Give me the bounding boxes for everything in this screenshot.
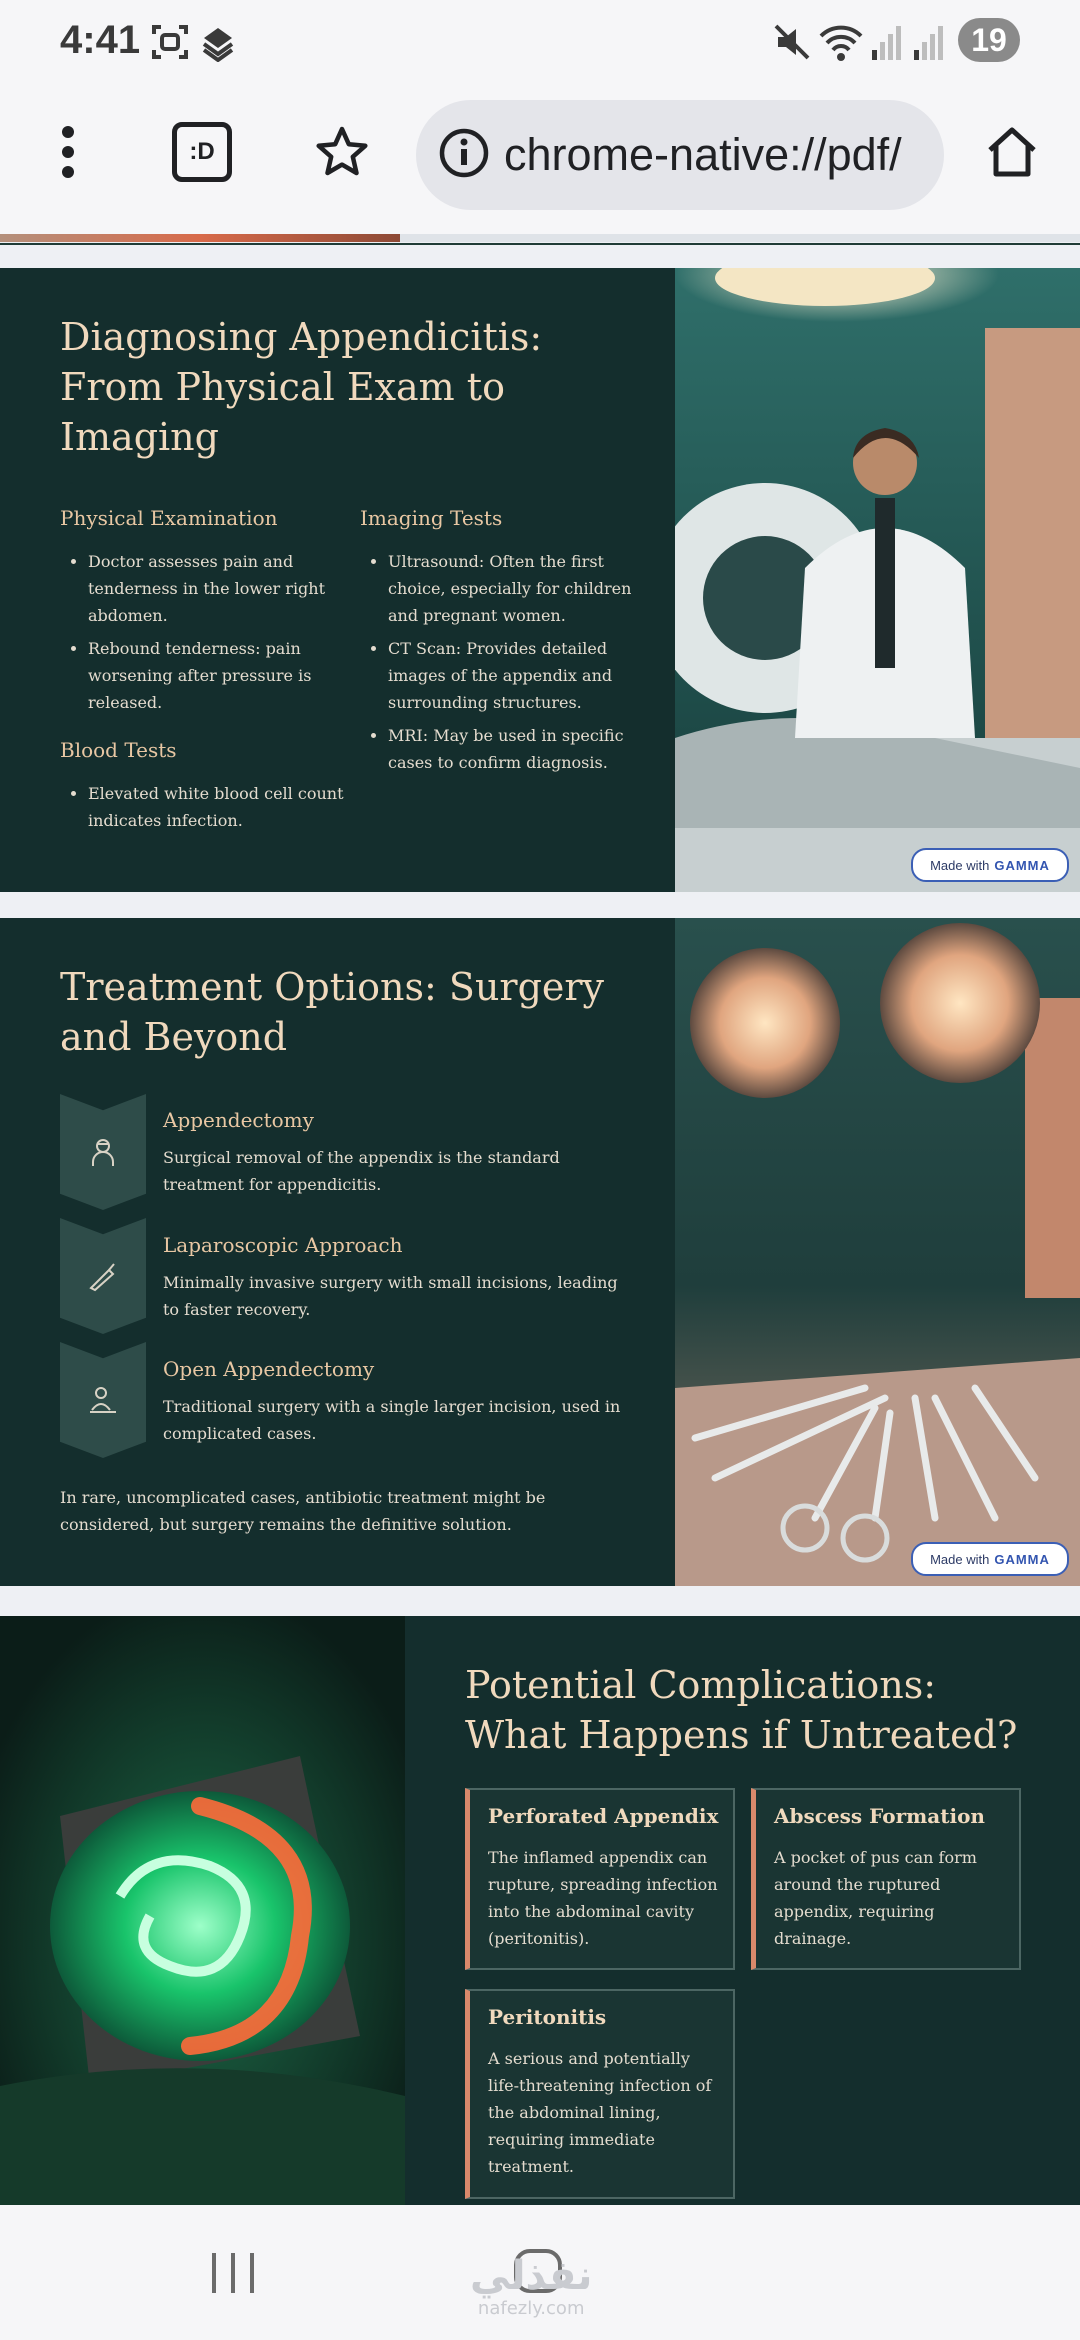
- watermark-arabic: نفذلي: [470, 2253, 593, 2299]
- made-with-gamma-badge[interactable]: [911, 848, 1069, 882]
- complication-card: [465, 1989, 735, 2199]
- slide-title: Diagnosing Appendicitis: From Physical Exam to Imaging: [60, 315, 543, 459]
- option-title-appendectomy: Appendectomy: [163, 1108, 314, 1132]
- slide-title: Potential Complications: What Happens if Untreated?: [465, 1663, 1018, 1757]
- list-item: • CT Scan: Provides detailed images of the appendix and surrounding structures.: [388, 635, 646, 716]
- status-bar: [0, 0, 1080, 84]
- option-body: Surgical removal of the appendix is the standard treatment for appendicitis.: [163, 1148, 560, 1194]
- notification-count-badge: 19: [958, 18, 1020, 62]
- toolbar-divider: [0, 243, 1080, 245]
- home-button[interactable]: [980, 120, 1044, 184]
- watermark-latin: nafezly.com: [477, 2298, 585, 2319]
- menu-icon: [58, 124, 78, 180]
- option-marker: [60, 1094, 146, 1210]
- patient-icon: [87, 1384, 119, 1416]
- option-marker: [60, 1342, 146, 1458]
- option-body: Traditional surgery with a single larger incision, used in complicated cases.: [163, 1397, 621, 1443]
- signal-icon: [912, 22, 946, 67]
- scalpel-icon: [87, 1260, 119, 1292]
- badge-brand: GAMMA: [994, 857, 1050, 873]
- physical-exam-list: [60, 548, 346, 722]
- blood-tests-list: [60, 780, 346, 840]
- recent-apps-button[interactable]: [208, 2245, 258, 2305]
- slide-complications: [0, 1616, 1080, 2205]
- watermark: [470, 2254, 592, 2320]
- list-item: • MRI: May be used in specific cases to confirm diagnosis.: [388, 722, 646, 776]
- surgical-instruments-photo: [675, 918, 1080, 1586]
- option-title-laparoscopic: Laparoscopic Approach: [163, 1233, 403, 1257]
- stack-icon: [198, 22, 238, 67]
- made-with-gamma-badge[interactable]: [911, 1542, 1069, 1576]
- signal-icon: [870, 22, 904, 67]
- card-title: Abscess Formation: [774, 1804, 985, 1828]
- card-body: A pocket of pus can form around the ruptured appendix, requiring drainage.: [774, 1848, 977, 1948]
- badge-prefix: Made with: [930, 857, 990, 873]
- surgeon-icon: [87, 1136, 119, 1168]
- card-title: Peritonitis: [488, 2005, 607, 2029]
- glowing-appendix-photo: [0, 1616, 405, 2205]
- section-heading-imaging: Imaging Tests: [360, 506, 503, 530]
- status-time: 4:41: [60, 18, 141, 62]
- address-bar[interactable]: [416, 100, 944, 210]
- slide-diagnosing: [0, 268, 1080, 892]
- option-body: Minimally invasive surgery with small incisions, leading to faster recovery.: [163, 1273, 618, 1319]
- list-item: • Rebound tenderness: pain worsening after pressure is released.: [88, 635, 346, 716]
- complication-card: [751, 1788, 1021, 1970]
- card-title: Perforated Appendix: [488, 1804, 719, 1828]
- url-text: chrome-native://pdf/: [504, 129, 902, 180]
- site-info-icon[interactable]: [438, 127, 490, 184]
- screenshot-icon: [150, 22, 190, 67]
- progress-fill: [0, 234, 400, 242]
- tab-switcher-button[interactable]: [170, 120, 234, 184]
- slide-title: Treatment Options: Surgery and Beyond: [60, 965, 605, 1059]
- imaging-tests-list: [360, 548, 646, 782]
- mute-icon: [772, 22, 812, 67]
- treatment-note: In rare, uncomplicated cases, antibiotic treatment might be considered, but surgery remains the definitive solution.: [60, 1488, 546, 1534]
- menu-button[interactable]: [36, 120, 100, 184]
- doctor-scanner-photo: [675, 268, 1080, 892]
- tab-switcher-label: :D: [189, 138, 215, 165]
- recent-apps-icon: [208, 2245, 258, 2301]
- page-load-progress: [0, 234, 1080, 242]
- list-item: • Ultrasound: Often the first choice, especially for children and pregnant women.: [388, 548, 646, 629]
- list-item: • Doctor assesses pain and tenderness in the lower right abdomen.: [88, 548, 346, 629]
- star-icon: [315, 125, 369, 179]
- section-heading-blood-tests: Blood Tests: [60, 738, 177, 762]
- badge-brand: GAMMA: [994, 1551, 1050, 1567]
- list-item: • Elevated white blood cell count indicates infection.: [88, 780, 346, 834]
- option-marker: [60, 1218, 146, 1334]
- slide-treatment: [0, 918, 1080, 1586]
- complication-card: [465, 1788, 735, 1970]
- home-icon: [984, 124, 1040, 180]
- tab-switcher-icon: [172, 122, 232, 182]
- section-heading-physical-exam: Physical Examination: [60, 506, 278, 530]
- badge-prefix: Made with: [930, 1551, 990, 1567]
- browser-toolbar: [0, 84, 1080, 234]
- option-title-open-appendectomy: Open Appendectomy: [163, 1357, 375, 1381]
- bookmark-button[interactable]: [310, 120, 374, 184]
- wifi-icon: [818, 22, 864, 67]
- card-body: The inflamed appendix can rupture, spreading infection into the abdominal cavity (peritonitis).: [488, 1848, 718, 1948]
- card-body: A serious and potentially life-threatening infection of the abdominal lining, requiring immediate treatment.: [488, 2049, 712, 2176]
